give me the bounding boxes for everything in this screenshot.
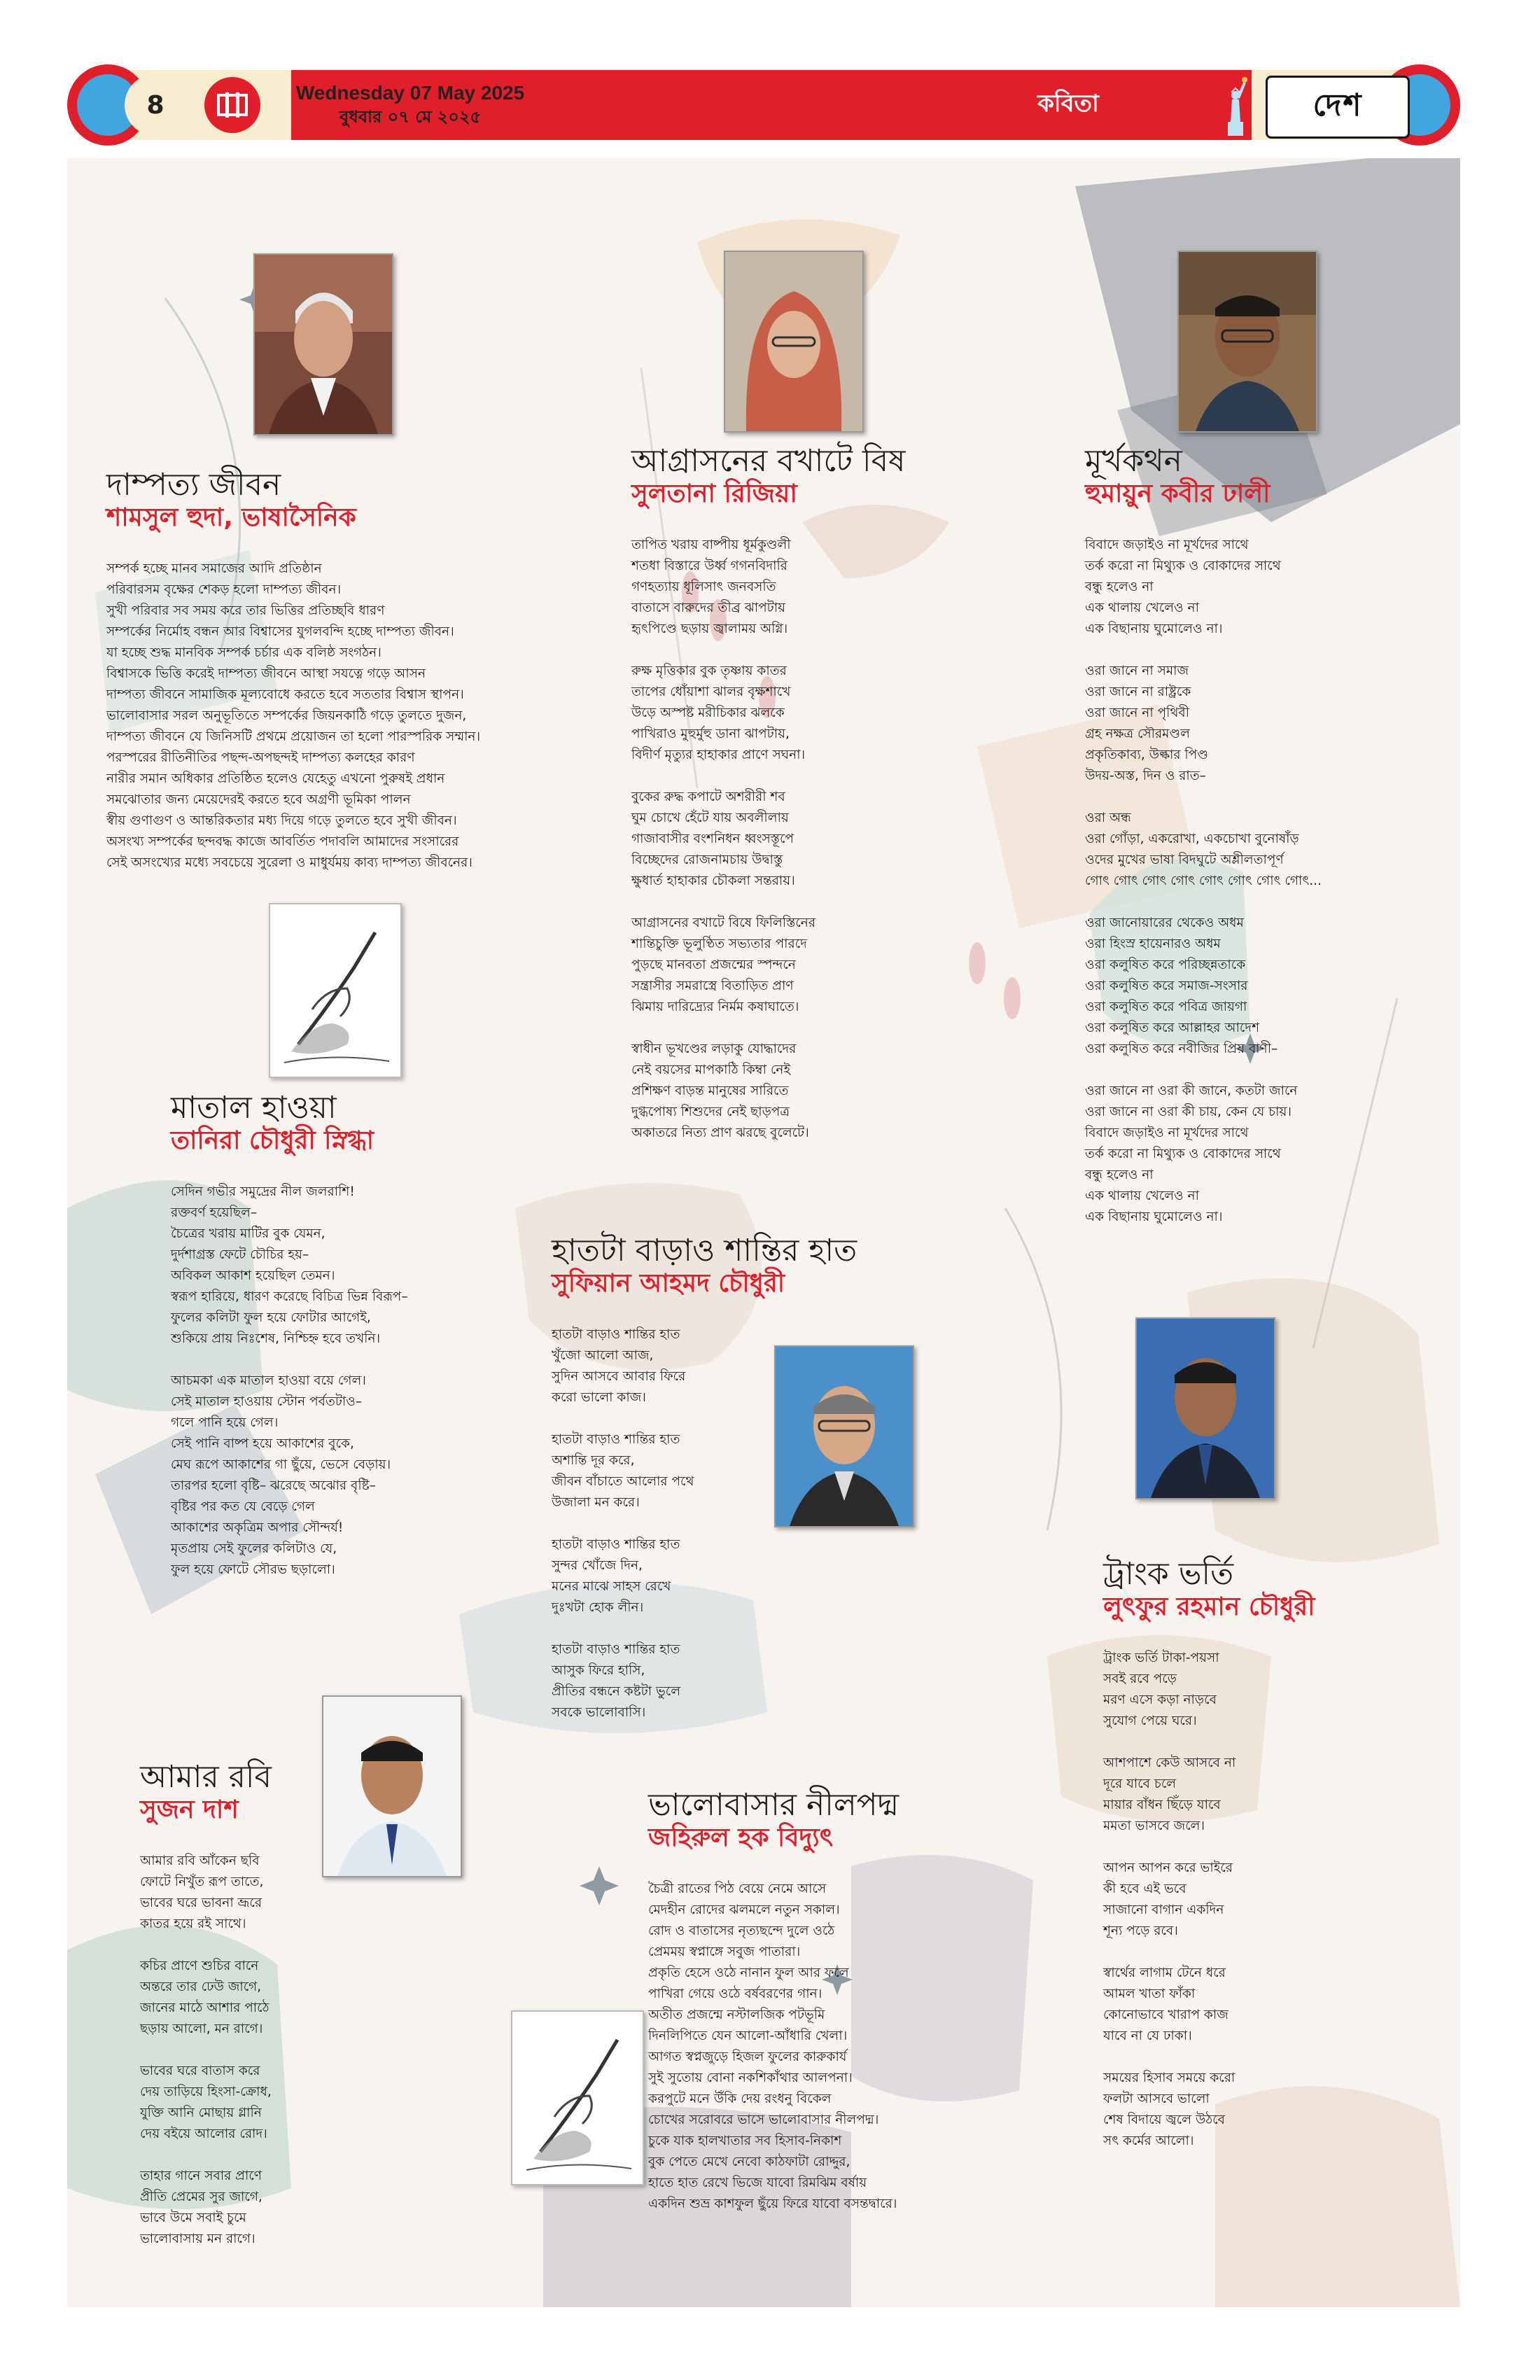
poem-author: শামসুল হুদা, ভাষাসৈনিক xyxy=(106,503,356,532)
poem-body: চৈত্রী রাতের পিঠ বেয়ে নেমে আসে মেদহীন রোদের ঝলমলে নতুন সকাল। রোদ ও বাতাসের নৃত্যছন্দে দুলে ওঠে প্রেমময় স্বপ্নাঙ্গে সবুজ পাতারা। প্রকৃতি হেসে ওঠে নানান ফুল আর ফলে পাখিরা গেয়ে ওঠে বর্ষবরণের গান। অতীত প্রজন্মে নস্টালজিক পটভূমি দিনলিপিতে যেন আলো-আঁধারি খেলা। আগত স্বপ্নজুড়ে হিজল ফুলের কারুকার্য সুই সুতোয় বোনা নকশিকাঁথার আলপনা। করপুটে মনে উঁকি দেয় রংধনু বিকেল চোখের সরোবরে ভাসে ভালোবাসার নীলপদ্ম। চুকে যাক হালখাতার সব হিসাব-নিকাশ বুক পেতে মেখে নেবো কাঠফাটা রোদ্দুর, হাতে হাত রেখে ভিজে যাবো রিমঝিম বর্ষায় একদিন শুভ্র কাশফুল ছুঁয়ে ফিরে যাবো বসন্তদ্বারে। xyxy=(648,1882,897,2211)
poem-body: হাতটা বাড়াও শান্তির হাত খুঁজো আলো আজ, সুদিন আসবে আবার ফিরে করো ভালো কাজ। হাতটা বাড়াও শান্তির হাত অশান্তি দূর করে, জীবন বাঁচাতে আলোর পথে উজালা মন করে। হাতটা বাড়াও শান্তির হাত সুন্দর খোঁজে দিন, মনের মাঝে সাহস রেখে দুঃখটা হোক লীন। হাতটা বাড়াও শান্তির হাত আসুক ফিরে হাসি, প্রীতির বন্ধনে কষ্টটা ভুলে সবকে ভালোবাসি। xyxy=(552,1327,694,1720)
page-number: 8 xyxy=(125,74,186,136)
poem-title: মূর্খকথন xyxy=(1085,443,1182,479)
poem-title: ভালোবাসার নীলপদ্ম xyxy=(648,1787,899,1823)
issue-date-english: Wednesday 07 May 2025 xyxy=(295,82,525,104)
poem-agrashoner-bokhate-bish xyxy=(631,442,953,1144)
poem-author: হুমায়ুন কবীর ঢালী xyxy=(1085,479,1270,508)
poem-author: লুৎফুর রহমান চৌধুরী xyxy=(1103,1592,1315,1621)
poem-author: সুলতানা রিজিয়া xyxy=(631,479,797,508)
masthead-bar xyxy=(67,64,1460,146)
author-photo-sultana-rizia xyxy=(724,251,864,433)
poem-bhalobashar-nilpoddo xyxy=(648,1786,1082,2215)
poem-title: হাতটা বাড়াও শান্তির হাত xyxy=(552,1233,858,1268)
author-photo-humayun-kabir-dhali xyxy=(1177,251,1317,433)
issue-date-bengali: বুধবার ০৭ মে ২০২৫ xyxy=(339,107,482,127)
poem-dampotto-jibon xyxy=(106,466,652,874)
poem-title: মাতাল হাওয়া xyxy=(171,1090,337,1126)
pen-sketch-illustration-2 xyxy=(511,2010,644,2185)
newspaper-logo-text: দেশ xyxy=(1312,88,1363,122)
poem-amar-robi xyxy=(140,1758,476,2250)
statue-of-liberty-icon xyxy=(1218,73,1253,137)
poem-murkhokothon xyxy=(1085,442,1449,1228)
poem-title: ট্রাংক ভর্তি xyxy=(1103,1556,1234,1592)
poem-body: সম্পর্ক হচ্ছে মানব সমাজের আদি প্রতিষ্ঠান পরিবারসম বৃক্ষের শেকড় হলো দাম্পত্য জীবন। সুখী পরিবার সব সময় করে তার ভিত্তির প্রতিচ্ছবি ধারণ সম্পর্কের নির্মোহ বন্ধন আর বিশ্বাসের যুগলবন্দি হচ্ছে দাম্পত্য জীবন। যা হচ্ছে শুদ্ধ মানবিক সম্পর্ক চর্চার এক বলিষ্ঠ সংগঠন। বিশ্বাসকে ভিত্তি করেই দাম্পত্য জীবনে আস্থা সযত্নে গড়ে আসন দাম্পত্য জীবনে সামাজিক মূল্যবোধে করতে হবে সততার বিশ্বাস স্থাপন। ভালোবাসার সরল অনুভূতিতে সম্পর্কের জিয়নকাঠি গড়ে তুলতে দুজন, দাম্পত্য জীবনে যে জিনিসটি প্রথমে প্রয়োজন তা হলো পারস্পরিক সম্মান। পরস্পরের রীতিনীতির পছন্দ-অপছন্দই দাম্পত্য কলহের কারণ নারীর সমান অধিকার প্রতিষ্ঠিত হলেও যেহেতু এখনো পুরুষই প্রধান সমঝোতার জন্য মেয়েদেরই করতে হবে অগ্রণী ভূমিকা পালন স্বীয় গুণাগুণ ও আন্তরিকতার মধ্য দিয়ে গড়ে তুলতে হবে সুখী জীবন। অসংখ্য সম্পর্কের ছন্দবদ্ধ কাজে আবর্তিত পদাবলি আমাদের সংসারের সেই অসংখ্যের মধ্যে সবচেয়ে সুরেলা ও মাধুর্যময় কাব্য দাম্পত্য জীবনের। xyxy=(106,561,481,870)
poem-title: আমার রবি xyxy=(140,1759,272,1795)
poem-matal-hawa xyxy=(171,1089,563,1581)
poem-body: সেদিন গভীর সমুদ্রের নীল জলরাশি! রক্তবর্ণ হয়েছিল– চৈত্রের খরায় মাটির বুক যেমন, দুর্দশাগ্রস্ত ফেটে চৌচির হয়– অবিকল আকাশ হয়েছিল তেমন। স্বরূপ হারিয়ে, ধারণ করেছে বিচিত্র ভিন্ন বিরূপ– ফুলের কলিটা ফুল হয়ে ফোটার আগেই, শুকিয়ে প্রায় নিঃশেষ, নিশ্চিহ্ন হবে তখনি। আচমকা এক মাতাল হাওয়া বয়ে গেল। সেই মাতাল হাওয়ায় স্টোন পর্বতটাও– গলে পানি হয়ে গেল। সেই পানি বাষ্প হয়ে আকাশের বুকে, মেঘ রূপে আকাশের গা ছুঁয়ে, ভেসে বেড়ায়। তারপর হলো বৃষ্টি– ঝরেছে অঝোর বৃষ্টি– বৃষ্টির পর কত যে বেড়ে গেল আকাশের অকৃত্রিম অপার সৌন্দর্য! মৃতপ্রায় সেই ফুলের কলিটাও যে, ফুল হয়ে ফোটে সৌরভ ছড়ালো। xyxy=(171,1184,408,1577)
poem-trunk-bhorti xyxy=(1103,1555,1439,2152)
poetry-page xyxy=(67,158,1460,2307)
author-photo-lutfur-rahman-chowdhury xyxy=(1135,1317,1275,1499)
poem-author: সুজন দাশ xyxy=(140,1795,239,1824)
poem-title: দাম্পত্য জীবন xyxy=(106,467,281,503)
poem-author: তানিরা চৌধুরী স্নিগ্ধা xyxy=(171,1126,374,1155)
poem-body: ট্রাংক ভর্তি টাকা-পয়সা সবই রবে পড়ে মরণ এসে কড়া নাড়বে সুযোগ পেয়ে ঘরে। আশপাশে কেউ আসবে না দূরে যাবে চলে মায়ার বাঁধন ছিঁড়ে যাবে মমতা ভাসবে জলে। আপন আপন করে ভাইরে কী হবে এই ভবে সাজানো বাগান একদিন শূন্য পড়ে রবে। স্বার্থের লাগাম টেনে ধরে আমল খাতা ফাঁকা কোনোভাবে খারাপ কাজ যাবে না যে ঢাকা। সময়ের হিসাব সময়ে করো ফলটা আসবে ভালো শেষ বিদায়ে জ্বলে উঠবে সৎ কর্মের আলো। xyxy=(1103,1651,1236,2148)
pen-sketch-illustration xyxy=(269,903,402,1078)
newspaper-icon xyxy=(204,77,260,133)
poem-author: জহিরুল হক বিদ্যুৎ xyxy=(648,1823,833,1852)
poem-body: আমার রবি আঁকেন ছবি ফোটে নিখুঁত রূপ তাতে, ভাবের ঘরে ভাবনা ভ্রূরে কাতর হয়ে রই সাথে। কচির প্রাণে শুচির বানে অন্তরে তার ঢেউ জাগে, জানের মাঠে আশার পাঠে ছড়ায় আলো, মন রাগে। ভাবের ঘরে বাতাস করে দেয় তাড়িয়ে হিংসা-ক্রোধ, যুক্তি আনি মোছায় গ্লানি দেয় বইয়ে আলোর রোদ। তাহার গানে সবার প্রাণে প্রীতি প্রেমের সুর জাগে, ভাবে উমে সবাই চুমে ভালোবাসায় মন রাগে। xyxy=(140,1854,272,2246)
poem-hatta-barao-shantir-hat xyxy=(552,1232,916,1723)
section-title: কবিতা xyxy=(1037,89,1099,118)
poem-author: সুফিয়ান আহমদ চৌধুরী xyxy=(552,1269,785,1298)
newspaper-logo xyxy=(1266,76,1410,139)
author-photo-shamsul-huda xyxy=(253,253,393,435)
poem-title: আগ্রাসনের বখাটে বিষ xyxy=(631,443,906,479)
poem-body: বিবাদে জড়াইও না মূর্খদের সাথে তর্ক করো না মিথ্যুক ও বোকাদের সাথে বন্ধু হলেও না এক থালায় খেলেও না এক বিছানায় ঘুমোলেও না। ওরা জানে না সমাজ ওরা জানে না রাষ্ট্রকে ওরা জানে না পৃথিবী গ্রহ নক্ষত্র সৌরমণ্ডল প্রকৃতিকাব্য, উল্কার পিণ্ড উদয়-অস্ত, দিন ও রাত– ওরা অন্ধ ওরা গোঁড়া, একরোখা, একচোখা বুনোষাঁড় ওদের মুখের ভাষা বিদঘুটে অশ্লীলতাপূর্ণ গোৎ গোৎ গোৎ গোৎ গোৎ গোৎ গোৎ গোৎ... ওরা জানোয়ারের থেকেও অধম ওরা হিংস্র হায়েনারও অধম ওরা কলুষিত করে পরিচ্ছন্নতাকে ওরা কলুষিত করে সমাজ-সংসার ওরা কলুষিত করে পবিত্র জায়গা ওরা কলুষিত করে আল্লাহর আদেশ ওরা কলুষিত করে নবীজির প্রিয় বাণী– ওরা জানে না ওরা কী জানে, কতটা জানে ওরা জানে না ওরা কী চায়, কেন যে চায়। বিবাদে জড়াইও না মূর্খদের সাথে তর্ক করো না মিথ্যুক ও বোকাদের সাথে বন্ধু হলেও না এক থালায় খেলেও না এক বিছানায় ঘুমোলেও না। xyxy=(1085,538,1322,1224)
poem-body: তাপিত খরায় বাষ্পীয় ধূর্মকুণ্ডলী শতধা বিস্তারে উর্ধ্ব গগনবিদারি গণহত্যায় ধূলিসাৎ জনবসতি বাতাসে বারুদের তীব্র ঝাপটায় হৃৎপিণ্ডে ছড়ায় জ্বালাময় অগ্নি। রুক্ষ মৃত্তিকার বুক তৃষ্ণায় কাতর তাপের ধোঁয়াশা ঝালর বৃক্ষশাখে উড়ে অস্পষ্ট মরীচিকার ঝলকে পাখিরাও মুহুর্মুহু ডানা ঝাপটায়, বিদীর্ণ মৃত্যুর হাহাকার প্রাণে সঘনা। বুকের রুদ্ধ কপাটে অশরীরী শব ঘুম চোখে হেঁটে যায় অবলীলায় গাজাবাসীর বংশনিধন ধ্বংসস্তূপে বিচ্ছেদের রোজনামচায় উদ্বাস্তু ক্ষুধার্ত হাহাকার চৌকলা সন্তরায়। আগ্রাসনের বখাটে বিষে ফিলিস্তিনের শান্তিচুক্তি ভূলুণ্ঠিত সভ্যতার পারদে পুড়ছে মানবতা প্রজন্মের স্পন্দনে সন্ত্রাসীর সমরাস্ত্রে বিতাড়িত প্রাণ ঝিমায় দারিদ্র্যের নির্মম কষাঘাতে। স্বাধীন ভূখণ্ডের লড়াকু যোদ্ধাদের নেই বয়সের মাপকাঠি কিম্বা নেই প্রশিক্ষণ বাড়ন্ত মানুষের সারিতে দুগ্ধপোষ্য শিশুদের নেই ছাড়পত্র অকাতরে নিত্য প্রাণ ঝরছে বুলেটে। xyxy=(631,538,816,1140)
issue-date xyxy=(277,81,543,129)
